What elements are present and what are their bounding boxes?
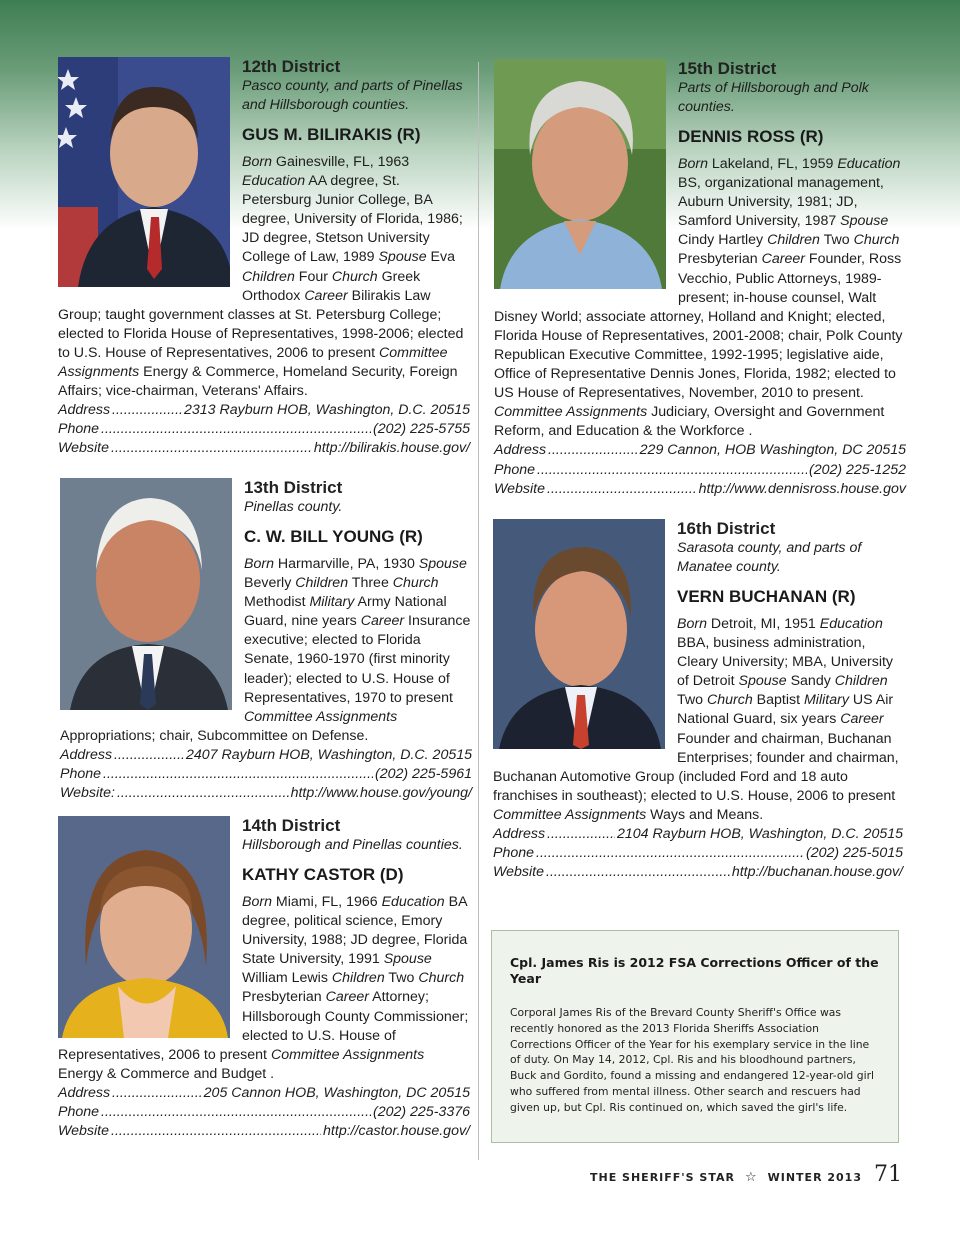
contact-label: Website — [58, 440, 109, 457]
bio-field-text: Lakeland, FL, 1959 — [707, 156, 838, 172]
bio-field-label: Education — [242, 173, 306, 190]
bio-field-label: Committee Assignments — [270, 1046, 425, 1063]
contact-label: Address — [58, 402, 111, 419]
bio-field-label: Spouse — [840, 213, 889, 230]
entry-district-12 — [58, 57, 470, 459]
contact-block — [493, 825, 903, 882]
contact-label: Address — [58, 1084, 111, 1101]
bio-field-text: Judiciary, Oversight and Government Reform, and Education & the Workforce . — [494, 404, 885, 440]
bio-field-label: Military — [309, 594, 355, 611]
bio-field-text: Attorney; Hillsborough County Commissioner; elected to U.S. House of Representatives, 2006 to present — [58, 989, 469, 1063]
bio-field-label: Committee Assignments — [58, 344, 448, 381]
dot-leader — [101, 1103, 371, 1122]
contact-row — [493, 844, 903, 863]
bio-field-text: Sandy — [786, 673, 835, 690]
contact-label: Phone — [493, 845, 535, 862]
bio-field-text: Army National Guard, nine years — [244, 594, 447, 630]
bio-field-text: William Lewis — [242, 970, 332, 987]
contact-value: http://www.house.gov/young/ — [290, 785, 472, 802]
bio-field-label: Children — [834, 673, 888, 690]
dot-leader — [101, 420, 371, 439]
portrait-young — [60, 478, 232, 710]
bio-field-text: Ways and Means. — [646, 806, 764, 823]
bio-field-text: Baptist — [752, 692, 804, 709]
bio-field-text: Bilirakis Law Group; taught government classes at St. Petersburg College; elected to Florida House of Representatives, 1998-2006; elected to U.S. House of Representatives, 2006 to present — [58, 287, 464, 361]
contact-row — [58, 1103, 470, 1122]
bio-field-label: Children — [767, 232, 820, 249]
bio-field-text: Two — [677, 692, 707, 709]
bio-field-label: Church — [418, 970, 465, 987]
bio-field-label: Education — [381, 894, 445, 910]
bio-field-label: Born — [244, 556, 274, 572]
issue-label: WINTER 2013 — [767, 1171, 862, 1184]
bio-field-text: Founder and chairman, Buchanan Enterprises; founder and chairman, Buchanan Automotive Group (included Ford and 18 auto franchises in southeast); elected to U.S. House, 2006 to present — [493, 730, 899, 804]
contact-value: http://buchanan.house.gov/ — [731, 864, 903, 881]
bio-field-text: Insurance executive; elected to Florida Senate, 1960-1970 (first minority leader); elected to U.S. House of Representatives, 1970 to present — [244, 613, 471, 706]
dot-leader — [112, 401, 182, 420]
contact-label: Phone — [58, 1104, 100, 1121]
bio-field-label: Born — [677, 616, 707, 632]
contact-value: http://castor.house.gov/ — [323, 1123, 470, 1140]
contact-row — [493, 863, 903, 882]
bio-field-text: Energy & Commerce, Homeland Security, Foreign Affairs; vice-chairman, Veterans' Affairs. — [58, 364, 458, 400]
sidebar-title: Cpl. James Ris is 2012 FSA Corrections Officer of the Year — [510, 955, 879, 986]
contact-label: Address — [60, 746, 113, 763]
contact-value: (202) 225-1252 — [808, 461, 906, 478]
star-icon: ☆ — [744, 1170, 758, 1185]
bio-field-text: Three — [348, 575, 393, 592]
bio-field-text: Cindy Hartley — [678, 232, 768, 249]
bio-field-text: Gainesville, FL, 1963 — [271, 154, 410, 170]
bio-field-text: Presbyterian — [242, 989, 326, 1006]
contact-block — [494, 441, 906, 498]
contact-block — [60, 746, 472, 803]
contact-value: http://www.dennisross.house.gov — [698, 480, 906, 497]
contact-row — [58, 1084, 470, 1103]
dot-leader — [114, 746, 184, 765]
dot-leader — [548, 441, 638, 460]
dot-leader — [111, 439, 312, 458]
bio-field-text: Detroit, MI, 1951 — [706, 616, 820, 632]
contact-label: Website — [493, 864, 544, 881]
bio-field-label: Education — [837, 156, 901, 172]
district-heading: 16th District — [677, 519, 776, 538]
bio-field-text: Appropriations; chair, Subcommittee on Defense. — [60, 727, 369, 744]
portrait-bilirakis — [58, 57, 230, 287]
contact-row — [60, 746, 472, 765]
bio-field-label: Career — [840, 711, 884, 728]
sidebar-body: Corporal James Ris of the Brevard County Sheriff's Office was recently honored as the 2013 Florida Sheriffs Association Corrections Officer of the Year for his exemplary service in the line of duty. On May 14, 2012, Cpl. Ris and his bloodhound partners, Buck and Gordito, found a missing and endangered 12-year-old girl who suffered from mental illness. Other search and rescuers had given up, but Cpl. Ris continued on, which saved the girl's life. — [510, 1006, 875, 1114]
contact-row — [58, 401, 470, 420]
contact-label: Address — [494, 442, 547, 459]
bio-field-text: BA degree, political science, Emory University, 1988; JD degree, Florida State University, 1991 — [242, 894, 468, 968]
contact-value: (202) 225-5961 — [374, 766, 472, 783]
contact-row — [494, 441, 906, 460]
district-heading: 15th District — [678, 59, 777, 78]
representative-name: GUS M. BILIRAKIS (R) — [242, 125, 421, 144]
contact-label: Phone — [60, 766, 102, 783]
district-area: Pasco county, and parts of Pinellas and Hillsborough counties. — [242, 78, 463, 113]
column-divider — [478, 62, 479, 1160]
magazine-name: THE SHERIFF'S STAR — [590, 1171, 735, 1184]
contact-value: 2313 Rayburn HOB, Washington, D.C. 20515 — [183, 402, 470, 419]
contact-block — [58, 1084, 470, 1141]
bio-field-label: Committee Assignments — [244, 708, 398, 725]
page-number: 71 — [874, 1162, 902, 1187]
contact-row — [58, 439, 470, 458]
entry-district-16 — [493, 519, 903, 882]
contact-label: Phone — [494, 461, 536, 478]
entry-district-14 — [58, 816, 470, 1141]
contact-value: 229 Cannon, HOB Washington, DC 20515 — [639, 442, 906, 459]
representative-name: DENNIS ROSS (R) — [678, 127, 824, 146]
bio-field-label: Church — [706, 692, 753, 709]
district-heading: 12th District — [242, 57, 341, 76]
bio-field-label: Born — [678, 156, 708, 172]
contact-row — [494, 461, 906, 480]
bio-field-text: Two — [819, 232, 854, 249]
bio-field-label: Born — [242, 154, 272, 170]
dot-leader — [111, 1122, 321, 1141]
contact-row — [58, 1122, 470, 1141]
bio-field-label: Spouse — [738, 673, 787, 690]
bio-field-label: Church — [853, 232, 900, 249]
contact-label: Website: — [60, 785, 115, 802]
district-area: Sarasota county, and parts of Manatee county. — [677, 540, 862, 575]
portrait-buchanan — [493, 519, 665, 749]
portrait-castor — [58, 816, 230, 1038]
bio-field-text: Harmarville, PA, 1930 — [273, 556, 419, 572]
district-heading: 14th District — [242, 816, 341, 835]
contact-value: http://bilirakis.house.gov/ — [313, 440, 470, 457]
bio-field-label: Children — [242, 268, 295, 285]
bio-field-text: US Air National Guard, six years — [677, 692, 894, 728]
entry-district-15 — [494, 59, 906, 499]
bio-field-label: Career — [360, 613, 405, 630]
bio-field-text: Miami, FL, 1966 — [271, 894, 382, 910]
contact-value: (202) 225-5015 — [805, 845, 903, 862]
contact-label: Address — [493, 826, 546, 843]
bio-field-text: Founder, Ross Vecchio, Public Attorneys, 1989-present; in-house counsel, Walt Disney World; associate attorney, Holland and Knight; elected, Florida House of Representatives, 2001-2008; chair, Polk County Republican Executive Committee, 1992-1995; legislative aide, Office of Representative Dennis Jones, Florida, 1982; elected to US House of Representatives, November, 2010 to present. — [494, 251, 903, 402]
bio-field-label: Spouse — [383, 951, 432, 968]
representative-name: C. W. BILL YOUNG (R) — [244, 527, 423, 546]
bio-field-text: AA degree, St. Petersburg Junior College, BA degree, University of Florida, 1986; JD degree, Stetson University College of Law, 1989 — [242, 173, 463, 266]
bio-field-label: Spouse — [418, 556, 467, 572]
bio-field-label: Church — [392, 575, 439, 592]
dot-leader — [536, 844, 804, 863]
district-heading: 13th District — [244, 478, 343, 497]
district-area: Pinellas county. — [244, 499, 343, 515]
representative-name: VERN BUCHANAN (R) — [677, 587, 856, 606]
bio-field-text: Two — [384, 970, 419, 987]
bio-field-text: Methodist — [244, 594, 310, 611]
bio-field-text: BBA, business administration, Cleary University; MBA, University of Detroit — [677, 635, 894, 690]
bio-field-text: Presbyterian — [678, 251, 762, 268]
dot-leader — [103, 765, 373, 784]
bio-field-label: Career — [761, 251, 805, 268]
dot-leader — [537, 461, 807, 480]
district-area: Parts of Hillsborough and Polk counties. — [678, 80, 869, 115]
dot-leader — [547, 480, 697, 499]
representative-name: KATHY CASTOR (D) — [242, 865, 404, 884]
bio-field-text: Beverly — [244, 575, 296, 592]
contact-value: 2407 Rayburn HOB, Washington, D.C. 20515 — [185, 746, 472, 763]
contact-block — [58, 401, 470, 458]
dot-leader — [112, 1084, 202, 1103]
bio-field-text: Eva — [426, 249, 455, 266]
dot-leader — [117, 784, 289, 803]
portrait-ross — [494, 59, 666, 289]
dot-leader — [547, 825, 615, 844]
district-area: Hillsborough and Pinellas counties. — [242, 837, 463, 853]
page-footer — [590, 1162, 902, 1187]
dot-leader — [546, 863, 730, 882]
contact-value: (202) 225-5755 — [372, 421, 470, 438]
bio-field-text: BS, organizational management, Auburn University, 1981; JD, Samford University, 1987 — [678, 175, 884, 230]
bio-field-label: Spouse — [378, 249, 427, 266]
contact-row — [494, 480, 906, 499]
contact-label: Phone — [58, 421, 100, 438]
bio-field-label: Education — [819, 616, 883, 632]
contact-value: 2104 Rayburn HOB, Washington, D.C. 20515 — [616, 826, 903, 843]
bio-field-label: Career — [325, 989, 369, 1006]
bio-field-label: Children — [295, 575, 349, 592]
contact-row — [60, 765, 472, 784]
contact-label: Website — [58, 1123, 109, 1140]
bio-field-label: Committee Assignments — [494, 404, 648, 421]
bio-field-text: Four — [294, 268, 332, 285]
bio-field-label: Church — [331, 268, 378, 285]
entry-district-13 — [60, 478, 472, 803]
bio-field-label: Born — [242, 894, 272, 910]
contact-row — [58, 420, 470, 439]
contact-value: (202) 225-3376 — [372, 1104, 470, 1121]
bio-field-label: Committee Assignments — [493, 806, 647, 823]
bio-field-text: Energy & Commerce and Budget . — [58, 1065, 275, 1082]
contact-label: Website — [494, 480, 545, 497]
bio-field-label: Career — [304, 287, 348, 304]
bio-field-label: Military — [803, 692, 849, 709]
contact-row — [60, 784, 472, 803]
contact-value: 205 Cannon HOB, Washington, DC 20515 — [203, 1084, 470, 1101]
bio-field-text: Greek Orthodox — [242, 268, 421, 304]
bio-field-label: Children — [331, 970, 385, 987]
officer-of-year-sidebar — [491, 930, 899, 1143]
contact-row — [493, 825, 903, 844]
